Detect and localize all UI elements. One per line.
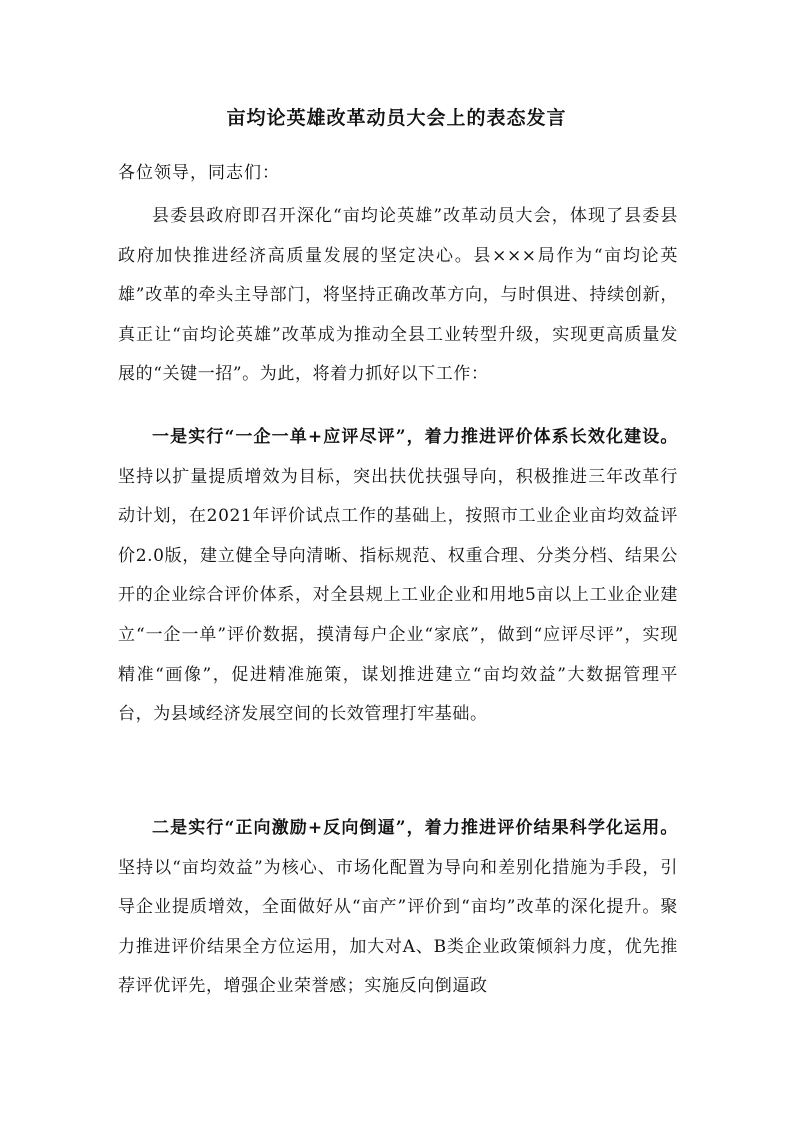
paragraph-lead: 一是实行“一企一单+应评尽评”，着力推进评价体系长效化建设。: [152, 427, 678, 447]
paragraph-text: 坚持以“亩均效益”为核心、市场化配置为导向和差别化措施为手段，引导企业提质增效，全面做好从“亩产”评价到“亩均”改革的深化提升。聚力推进评价结果全方位运用，加大对A、B类企业政策倾斜力度，优先推荐评优评先，增强企业荣誉感；实施反向倒逼政: [118, 857, 678, 997]
document-title: 亩均论英雄改革动员大会上的表态发言: [226, 107, 567, 129]
salutation: 各位领导，同志们：: [118, 163, 280, 183]
paragraph-intro: [118, 197, 678, 395]
paragraph-item-2: [118, 809, 678, 1007]
paragraph-item-1: [118, 418, 678, 735]
paragraph-lead: 二是实行“正向激励+反向倒逼”，着力推进评价结果科学化运用。: [152, 818, 678, 838]
paragraph-text: 坚持以扩量提质增效为目标，突出扶优扶强导向，积极推进三年改革行动计划，在2021年评价试点工作的基础上，按照市工业企业亩均效益评价2.0版，建立健全导向清晰、指标规范、权重合理、分类分档、结果公开的企业综合评价体系，对全县规上工业企业和用地5亩以上工业企业建立“一企一单”评价数据，摸清每户企业“家底”，做到“应评尽评”，实现精准“画像”，促进精准施策，谋划推进建立“亩均效益”大数据管理平台，为县域经济发展空间的长效管理打牢基础。: [118, 466, 678, 725]
paragraph-text: 县委县政府即召开深化“亩均论英雄”改革动员大会，体现了县委县政府加快推进经济高质量发展的坚定决心。县×××局作为“亩均论英雄”改革的牵头主导部门，将坚持正确改革方向，与时俱进、持续创新，真正让“亩均论英雄”改革成为推动全县工业转型升级，实现更高质量发展的“关键一招”。为此，将着力抓好以下工作：: [118, 206, 678, 385]
